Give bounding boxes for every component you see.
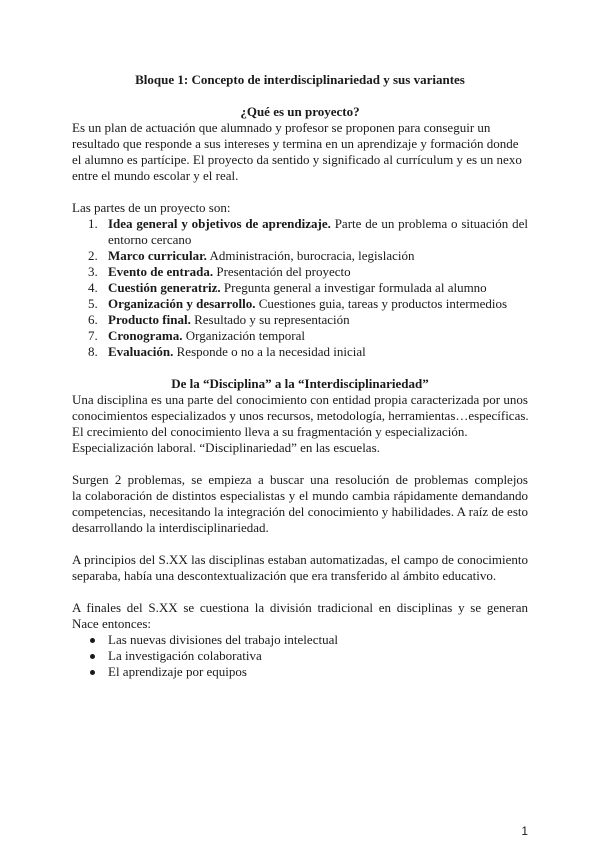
list-number: 1.	[88, 216, 98, 231]
item-text: Las nuevas divisiones del trabajo intelectual	[108, 632, 338, 647]
section-heading-disciplina: De la “Disciplina” a la “Interdisciplinariedad”	[171, 376, 429, 391]
paragraph-disciplina	[72, 392, 528, 456]
paragraph-definicion	[72, 120, 528, 184]
text-line: el alumno es partícipe. El proyecto da sentido y significado al currículum y es un nexo	[72, 152, 522, 167]
text-line: desarrollando la interdisciplinariedad.	[72, 520, 269, 535]
item-text: La investigación colaborativa	[108, 648, 262, 663]
list-item	[72, 328, 528, 344]
item-text: El aprendizaje por equipos	[108, 664, 247, 679]
item-term: Evaluación.	[108, 344, 174, 359]
paragraph-principios	[72, 552, 528, 584]
list-intro: Las partes de un proyecto son:	[72, 200, 231, 215]
item-text: Responde o no a la necesidad inicial	[173, 344, 366, 359]
bullet-icon	[90, 670, 95, 675]
list-number: 3.	[88, 264, 98, 279]
list-number: 6.	[88, 312, 98, 327]
item-term: Producto final.	[108, 312, 191, 327]
list-item	[72, 248, 528, 264]
bullet-item	[72, 664, 528, 680]
bullet-icon	[90, 638, 95, 643]
paragraph-finales	[72, 600, 528, 632]
list-number: 4.	[88, 280, 98, 295]
text-line: A finales del S.XX se cuestiona la división tradicional en disciplinas y se generan	[72, 600, 528, 615]
list-item	[72, 344, 528, 360]
list-item	[72, 296, 528, 312]
text-line: Es un plan de actuación que alumnado y profesor se proponen para conseguir un	[72, 120, 491, 135]
section-heading-proyecto: ¿Qué es un proyecto?	[240, 104, 360, 119]
bullet-item	[72, 648, 528, 664]
list-number: 7.	[88, 328, 98, 343]
list-item-continuation	[72, 232, 528, 248]
item-term: Cronograma.	[108, 328, 183, 343]
item-term: Evento de entrada.	[108, 264, 214, 279]
numbered-list	[72, 216, 528, 360]
item-text: entorno cercano	[108, 232, 192, 247]
text-line: El crecimiento del conocimiento lleva a su fragmentación y especialización.	[72, 424, 468, 439]
item-text: Organización temporal	[182, 328, 306, 343]
document-title: Bloque 1: Concepto de interdisciplinariedad y sus variantes	[135, 72, 465, 87]
item-term: Idea general y objetivos de aprendizaje.	[108, 216, 331, 231]
text-line: Una disciplina es una parte del conocimiento con entidad propia caracterizada por unos	[72, 392, 528, 407]
text-line: separaba, había una descontextualización que era transferido al ámbito educativo.	[72, 568, 497, 583]
item-text: Parte de un problema o situación del	[330, 216, 528, 231]
text-line: Especialización laboral. “Disciplinariedad” en las escuelas.	[72, 440, 380, 455]
list-number: 2.	[88, 248, 98, 263]
bullet-icon	[90, 654, 95, 659]
item-text: Presentación del proyecto	[213, 264, 351, 279]
bullet-list	[72, 632, 528, 680]
list-item	[72, 216, 528, 232]
text-line: competencias, necesitando la integración del conocimiento y habilidades. A raíz de esto	[72, 504, 528, 519]
list-number: 8.	[88, 344, 98, 359]
bullet-item	[72, 632, 528, 648]
text-line: conocimientos especializados y unos recursos, metodología, herramientas…específicas.	[72, 408, 529, 423]
text-line: la colaboración de distintos especialistas y el mundo cambia rápidamente demandando	[72, 488, 528, 503]
paragraph-problemas	[72, 472, 528, 536]
text-line: resultado que responde a sus intereses y termina en un aprendizaje y formación donde	[72, 136, 519, 151]
page-number: 1	[521, 824, 528, 838]
text-line: Surgen 2 problemas, se empieza a buscar una resolución de problemas complejos	[72, 472, 528, 487]
list-item	[72, 312, 528, 328]
list-item	[72, 280, 528, 296]
item-text: Pregunta general a investigar formulada al alumno	[220, 280, 487, 295]
item-term: Cuestión generatriz.	[108, 280, 221, 295]
list-item	[72, 264, 528, 280]
list-number: 5.	[88, 296, 98, 311]
document-page	[72, 72, 528, 680]
text-line: A principios del S.XX las disciplinas estaban automatizadas, el campo de conocimiento	[72, 552, 528, 567]
item-text: Administración, burocracia, legislación	[206, 248, 415, 263]
item-term: Organización y desarrollo.	[108, 296, 256, 311]
text-line: Nace entonces:	[72, 616, 152, 631]
item-term: Marco curricular.	[108, 248, 207, 263]
item-text: Cuestiones guia, tareas y productos intermedios	[255, 296, 508, 311]
text-line: entre el mundo escolar y el real.	[72, 168, 239, 183]
item-text: Resultado y su representación	[190, 312, 350, 327]
